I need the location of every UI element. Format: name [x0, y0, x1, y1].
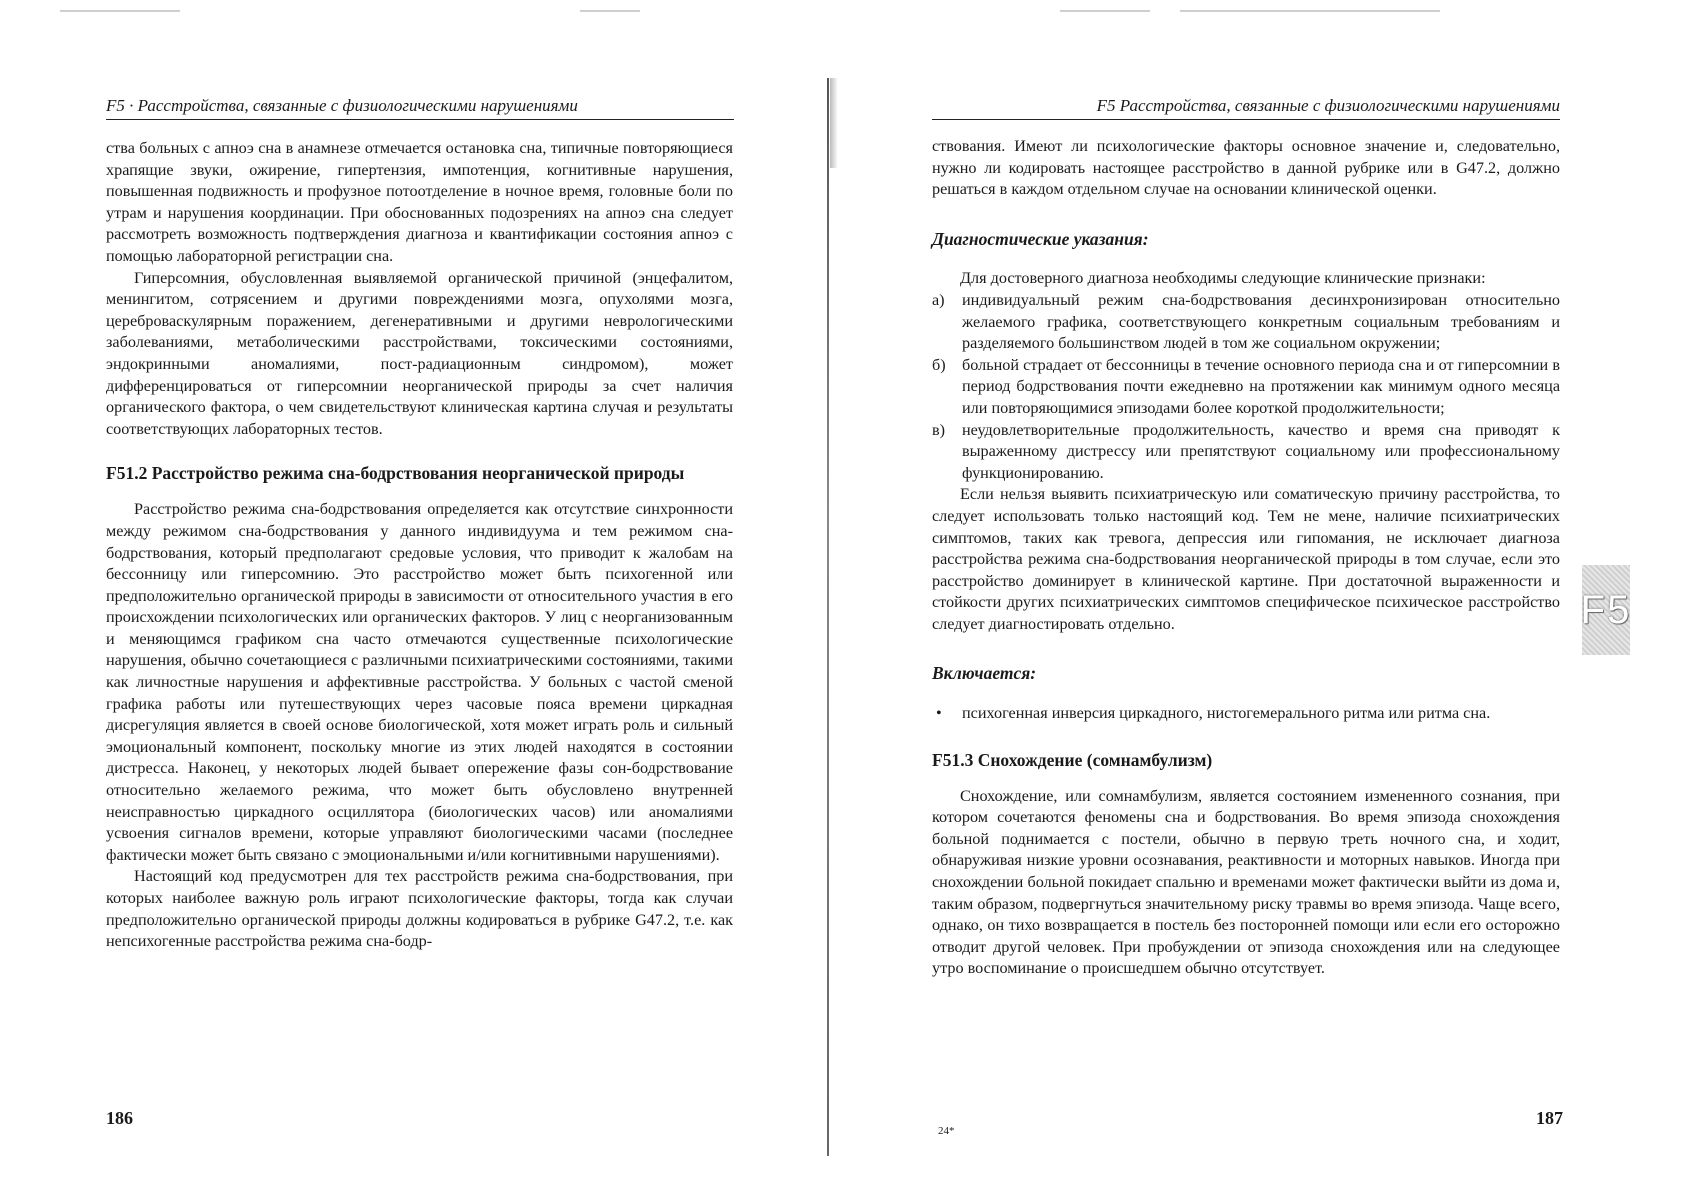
- paragraph: ства больных с апноэ сна в анамнезе отмечается остановка сна, типичные повторяющиеся храпящие звуки, ожирение, гипертензия, импотенция, когнитивные нарушения, повышенная подвижность и профузное потоотделение в ночное время, головные боли по утрам и нарушения координации. При обоснованных подозрениях на апноэ сна следует рассмотреть возможность подтверждения диагноза и квантификации состояния апноэ с помощью лабораторной регистрации сна.: [106, 139, 733, 265]
- list-marker: в): [932, 420, 946, 439]
- diagnostic-guidelines-heading: Диагностические указания:: [932, 228, 1149, 249]
- page-number-left: 186: [106, 1108, 133, 1128]
- list-item: [932, 290, 1560, 355]
- bullet-icon: •: [936, 704, 942, 723]
- diagnostic-intro: Для достоверного диагноза необходимы следующие клинические признаки:: [960, 269, 1486, 288]
- paragraph: ствования. Имеют ли психологические факторы основное значение и, следовательно, нужно ли кодировать настоящее расстройство в данной рубрике или в G47.2, должно решаться в каждом отдельном случае на основании клинической оценки.: [932, 137, 1560, 199]
- paragraph: Настоящий код предусмотрен для тех расстройств режима сна-бодрствования, при которых наиболее важную роль играют психологические факторы, тогда как случаи предположительно органической природы должны кодироваться в рубрике G47.2, т.е. как непсихогенные расстройства режима сна-бодр-: [106, 867, 733, 951]
- paragraph: Если нельзя выявить психиатрическую или соматическую причину расстройства, то следует использовать только настоящий код. Тем не мене, наличие психиатрических симптомов, таких как тревога, депрессия или гипомания, не исключает диагноза расстройства режима сна-бодрствования неорганической природы в том случае, если это расстройство доминирует в клинической картине. При достаточной выраженности и стойкости других психиатрических симптомов специфическое психическое расстройство следует диагностировать отдельно.: [932, 485, 1560, 633]
- includes-heading: Включается:: [932, 663, 1037, 684]
- book-spine: [827, 78, 829, 1156]
- paragraph: Гиперсомния, обусловленная выявляемой органической причиной (энцефалитом, менингитом, сотрясением и другими повреждениями мозга, опухолями мозга, цереброваскулярным поражением, дегенеративными и другими неврологическими заболеваниями, метаболическими расстройствами, токсическими состояниями, эндокринными аномалиями, пост-радиационным синдромом), может дифференцироваться от гиперсомнии неорганической природы за счет наличия органического фактора, о чем свидетельствуют клиническая картина случая и результаты соответствующих лабораторных тестов.: [106, 268, 733, 438]
- list-item-text: больной страдает от бессонницы в течение основного периода сна и от гиперсомнии в период бодрствования почти ежедневно на протяжении как минимум одного месяца или повторяющимися эпизодами более короткой продолжительности;: [962, 355, 1560, 417]
- left-column: [106, 138, 733, 953]
- page-number-right: 187: [1536, 1108, 1563, 1128]
- list-item-text: индивидуальный режим сна-бодрствования десинхронизирован относительно желаемого графика, соответствующего конкретным социальным требованиям и разделяемого большинством людей в том же социальном окружении;: [962, 290, 1560, 353]
- section-heading-f51-2: F51.2 Расстройство режима сна-бодрствования неорганической природы: [106, 463, 685, 484]
- list-item: [932, 355, 1560, 420]
- signature-mark: 24*: [938, 1125, 955, 1137]
- bullet-list-item: [932, 703, 1560, 725]
- list-marker: б): [932, 355, 946, 374]
- section-heading-f51-3: F51.3 Снохождение (сомнамбулизм): [932, 749, 1213, 770]
- right-page: [830, 0, 1684, 1198]
- list-item: [932, 420, 1560, 485]
- edge-tab-label: F5: [1580, 587, 1632, 632]
- paragraph: Снохождение, или сомнамбулизм, является состоянием измененного сознания, при котором сочетаются феномены сна и бодрствования. Во время эпизода снохождения больной поднимается с постели, обычно в первую треть ночного сна, и ходит, обнаруживая низкие уровни осознавания, реактивности и моторных навыков. Иногда при снохождении больной покидает спальню и временами может фактически выйти из дома и, таким образом, подвергнуться значительному риску травмы во время эпизода. Чаще всего, однако, он тихо возвращается в постель без посторонней помощи или если его осторожно отводит другой человек. При пробуждении от эпизода снохождения или на следующее утро воспоминание о происшедшем обычно отсутствует.: [932, 786, 1560, 978]
- chapter-edge-tab: [1582, 565, 1630, 655]
- list-marker: а): [932, 290, 945, 309]
- running-head-left: F5 · Расстройства, связанные с физиологическими нарушениями: [106, 96, 734, 120]
- right-column: [932, 136, 1560, 980]
- running-head-right: F5 Расстройства, связанные с физиологическими нарушениями: [932, 96, 1560, 120]
- paragraph: Расстройство режима сна-бодрствования определяется как отсутствие синхронности между режимом сна-бодрствования у данного индивидуума и тем режимом сна-бодрствования, который предполагают средовые условия, что приводит к жалобам на бессонницу или гиперсомнию. Это расстройство может быть психогенной или предположительно органической природы в зависимости от относительного участия в его происхождении психологических или органических факторов. У лиц с неорганизованным и меняющимся графиком сна часто отмечаются существенные психологические нарушения, обычно сочетающиеся с различными психиатрическими состояниями, такими как личностные нарушения и аффективные расстройства. У больных с частой сменой графика работы или путешествующих через часовые пояса времени циркадная дисрегуляция является в своей основе биологической, хотя может играть роль и сильный эмоциональный компонент, поскольку многие из этих людей находятся в состоянии дистресса. Наконец, у некоторых людей бывает опережение фазы сон-бодрствование относительно желаемого режима, что может быть обусловлено внутренней неисправностью циркадного осциллятора (биологических часов) или аномалиями усвоения сигналов времени, которые управляют биологическими часами (последнее фактически может быть связано с эмоциональными и/или когнитивными нарушениями).: [106, 500, 733, 864]
- bullet-text: психогенная инверсия циркадного, нистогемерального ритма или ритма сна.: [962, 704, 1491, 723]
- left-page: [0, 0, 830, 1198]
- list-item-text: неудовлетворительные продолжительность, качество и время сна приводят к выраженному дистрессу или препятствуют социальному или профессиональному функционированию.: [962, 420, 1560, 482]
